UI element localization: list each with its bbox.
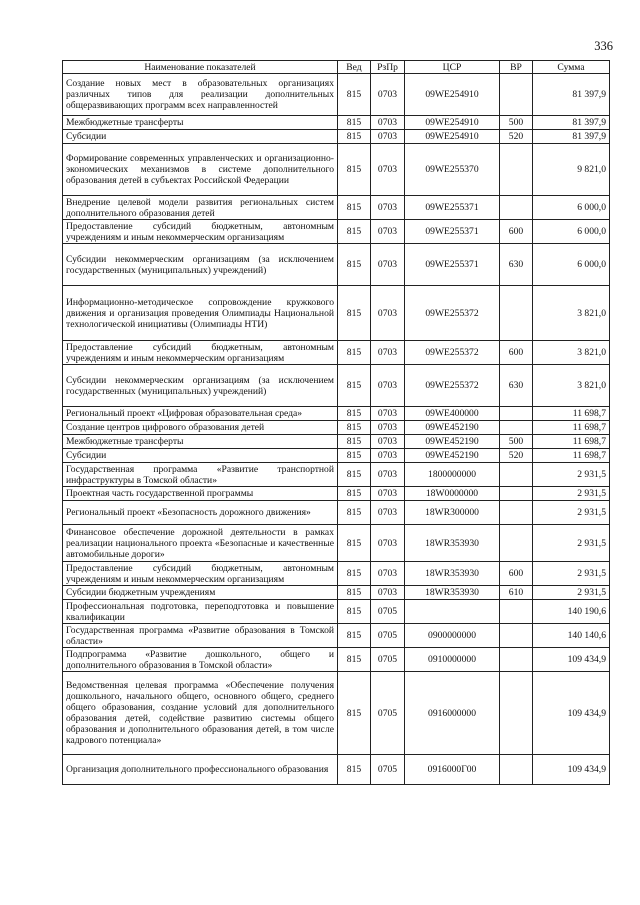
cell-ved: 815 bbox=[338, 196, 371, 220]
table-row bbox=[63, 130, 610, 144]
table-row bbox=[63, 435, 610, 449]
cell-ved: 815 bbox=[338, 586, 371, 600]
cell-ved: 815 bbox=[338, 435, 371, 449]
cell-name: Предоставление субсидий бюджетным, автономным учреждениям и иным некоммерческим организациям bbox=[63, 220, 338, 244]
cell-vr: 600 bbox=[500, 341, 533, 365]
cell-vr: 610 bbox=[500, 586, 533, 600]
table-row bbox=[63, 116, 610, 130]
table-row bbox=[63, 196, 610, 220]
cell-name: Предоставление субсидий бюджетным, автономным учреждениям и иным некоммерческим организациям bbox=[63, 562, 338, 586]
cell-csr: 09WE400000 bbox=[405, 407, 500, 421]
cell-rzpr: 0703 bbox=[371, 116, 405, 130]
cell-csr: 09WE255371 bbox=[405, 244, 500, 286]
cell-ved: 815 bbox=[338, 365, 371, 407]
cell-sum: 81 397,9 bbox=[533, 74, 610, 116]
cell-ved: 815 bbox=[338, 648, 371, 672]
cell-sum: 109 434,9 bbox=[533, 672, 610, 755]
cell-csr: 09WE452190 bbox=[405, 421, 500, 435]
cell-sum: 140 140,6 bbox=[533, 624, 610, 648]
cell-ved: 815 bbox=[338, 74, 371, 116]
cell-ved: 815 bbox=[338, 672, 371, 755]
cell-rzpr: 0703 bbox=[371, 130, 405, 144]
cell-rzpr: 0703 bbox=[371, 562, 405, 586]
cell-sum: 9 821,0 bbox=[533, 144, 610, 196]
cell-rzpr: 0703 bbox=[371, 525, 405, 562]
cell-rzpr: 0703 bbox=[371, 586, 405, 600]
cell-vr: 600 bbox=[500, 562, 533, 586]
cell-csr: 09WE254910 bbox=[405, 74, 500, 116]
cell-csr: 0910000000 bbox=[405, 648, 500, 672]
cell-sum: 81 397,9 bbox=[533, 130, 610, 144]
table-row bbox=[63, 600, 610, 624]
table-row bbox=[63, 286, 610, 341]
table-row bbox=[63, 525, 610, 562]
cell-rzpr: 0703 bbox=[371, 365, 405, 407]
cell-vr: 630 bbox=[500, 244, 533, 286]
table-row bbox=[63, 421, 610, 435]
cell-vr bbox=[500, 525, 533, 562]
cell-vr bbox=[500, 624, 533, 648]
cell-vr bbox=[500, 487, 533, 501]
cell-sum: 2 931,5 bbox=[533, 487, 610, 501]
cell-name: Межбюджетные трансферты bbox=[63, 435, 338, 449]
cell-csr: 09WE452190 bbox=[405, 435, 500, 449]
cell-sum: 3 821,0 bbox=[533, 365, 610, 407]
cell-rzpr: 0705 bbox=[371, 648, 405, 672]
cell-name: Финансовое обеспечение дорожной деятельности в рамках реализации национального проекта «Безопасные и качественные автомобильные дороги» bbox=[63, 525, 338, 562]
cell-ved: 815 bbox=[338, 487, 371, 501]
table-row bbox=[63, 624, 610, 648]
cell-name: Государственная программа «Развитие образования в Томской области» bbox=[63, 624, 338, 648]
cell-rzpr: 0705 bbox=[371, 672, 405, 755]
header-sum: Сумма bbox=[533, 61, 610, 74]
cell-rzpr: 0703 bbox=[371, 501, 405, 525]
cell-rzpr: 0703 bbox=[371, 244, 405, 286]
cell-csr: 09WE254910 bbox=[405, 130, 500, 144]
cell-name: Субсидии некоммерческим организациям (за исключением государственных (муниципальных) учреждений) bbox=[63, 365, 338, 407]
cell-vr: 500 bbox=[500, 435, 533, 449]
cell-sum: 2 931,5 bbox=[533, 586, 610, 600]
table-row bbox=[63, 144, 610, 196]
cell-sum: 11 698,7 bbox=[533, 421, 610, 435]
cell-name: Создание новых мест в образовательных организациях различных типов для реализации дополнительных общеразвивающих программ всех направленностей bbox=[63, 74, 338, 116]
cell-rzpr: 0703 bbox=[371, 421, 405, 435]
cell-sum: 3 821,0 bbox=[533, 286, 610, 341]
cell-vr bbox=[500, 196, 533, 220]
cell-sum: 11 698,7 bbox=[533, 449, 610, 463]
cell-csr: 0916000000 bbox=[405, 672, 500, 755]
cell-name: Субсидии bbox=[63, 130, 338, 144]
cell-sum: 6 000,0 bbox=[533, 220, 610, 244]
cell-ved: 815 bbox=[338, 116, 371, 130]
cell-csr: 09WE452190 bbox=[405, 449, 500, 463]
cell-name: Информационно-методическое сопровождение кружкового движения и организация проведения Олимпиады Национальной технологической инициативы (Олимпиады НТИ) bbox=[63, 286, 338, 341]
cell-vr bbox=[500, 407, 533, 421]
cell-vr: 500 bbox=[500, 116, 533, 130]
cell-ved: 815 bbox=[338, 449, 371, 463]
cell-name: Формирование современных управленческих и организационно-экономических механизмов в системе дополнительного образования детей в субъектах Российской Федерации bbox=[63, 144, 338, 196]
cell-vr bbox=[500, 501, 533, 525]
cell-sum: 3 821,0 bbox=[533, 341, 610, 365]
cell-rzpr: 0703 bbox=[371, 341, 405, 365]
cell-csr: 09WE255372 bbox=[405, 365, 500, 407]
cell-vr: 600 bbox=[500, 220, 533, 244]
cell-ved: 815 bbox=[338, 341, 371, 365]
table-row bbox=[63, 501, 610, 525]
cell-name: Государственная программа «Развитие транспортной инфраструктуры в Томской области» bbox=[63, 463, 338, 487]
page-number: 336 bbox=[594, 39, 613, 53]
cell-ved: 815 bbox=[338, 463, 371, 487]
table-row bbox=[63, 672, 610, 755]
table-row bbox=[63, 341, 610, 365]
table-row bbox=[63, 487, 610, 501]
cell-sum: 6 000,0 bbox=[533, 244, 610, 286]
cell-csr: 18WR353930 bbox=[405, 586, 500, 600]
cell-rzpr: 0703 bbox=[371, 463, 405, 487]
cell-rzpr: 0703 bbox=[371, 449, 405, 463]
cell-csr: 18WR353930 bbox=[405, 562, 500, 586]
cell-sum: 109 434,9 bbox=[533, 755, 610, 785]
cell-name: Предоставление субсидий бюджетным, автономным учреждениям и иным некоммерческим организациям bbox=[63, 341, 338, 365]
cell-ved: 815 bbox=[338, 600, 371, 624]
cell-rzpr: 0703 bbox=[371, 487, 405, 501]
cell-ved: 815 bbox=[338, 244, 371, 286]
cell-rzpr: 0705 bbox=[371, 600, 405, 624]
cell-name: Субсидии некоммерческим организациям (за исключением государственных (муниципальных) учреждений) bbox=[63, 244, 338, 286]
cell-csr: 0916000Г00 bbox=[405, 755, 500, 785]
cell-sum: 81 397,9 bbox=[533, 116, 610, 130]
cell-vr bbox=[500, 600, 533, 624]
cell-sum: 140 190,6 bbox=[533, 600, 610, 624]
cell-vr: 630 bbox=[500, 365, 533, 407]
cell-vr bbox=[500, 144, 533, 196]
cell-rzpr: 0703 bbox=[371, 220, 405, 244]
table-row bbox=[63, 463, 610, 487]
cell-ved: 815 bbox=[338, 286, 371, 341]
cell-ved: 815 bbox=[338, 407, 371, 421]
cell-csr: 09WE255371 bbox=[405, 196, 500, 220]
cell-sum: 2 931,5 bbox=[533, 525, 610, 562]
cell-name: Субсидии бюджетным учреждениям bbox=[63, 586, 338, 600]
cell-csr: 09WE255372 bbox=[405, 341, 500, 365]
cell-sum: 2 931,5 bbox=[533, 463, 610, 487]
cell-sum: 11 698,7 bbox=[533, 435, 610, 449]
cell-rzpr: 0703 bbox=[371, 144, 405, 196]
cell-csr: 18WR353930 bbox=[405, 525, 500, 562]
cell-ved: 815 bbox=[338, 755, 371, 785]
table-row bbox=[63, 365, 610, 407]
cell-vr bbox=[500, 463, 533, 487]
cell-sum: 109 434,9 bbox=[533, 648, 610, 672]
cell-name: Проектная часть государственной программы bbox=[63, 487, 338, 501]
header-rzpr: РзПр bbox=[371, 61, 405, 74]
cell-csr: 1800000000 bbox=[405, 463, 500, 487]
cell-csr: 09WE255372 bbox=[405, 286, 500, 341]
cell-ved: 815 bbox=[338, 130, 371, 144]
table-row bbox=[63, 407, 610, 421]
cell-ved: 815 bbox=[338, 525, 371, 562]
header-ved: Вед bbox=[338, 61, 371, 74]
cell-rzpr: 0703 bbox=[371, 435, 405, 449]
header-vr: ВР bbox=[500, 61, 533, 74]
budget-table bbox=[62, 60, 610, 785]
table-row bbox=[63, 755, 610, 785]
cell-name: Организация дополнительного профессионального образования bbox=[63, 755, 338, 785]
cell-ved: 815 bbox=[338, 624, 371, 648]
table-row bbox=[63, 648, 610, 672]
cell-vr bbox=[500, 74, 533, 116]
cell-name: Ведомственная целевая программа «Обеспечение получения дошкольного, начального общего, основного общего, среднего общего образования, создание условий для дополнительного образования детей, содействие развитию системы общего образования и дополнительного образования детей, в том числе кадрового потенциала» bbox=[63, 672, 338, 755]
cell-rzpr: 0703 bbox=[371, 196, 405, 220]
cell-vr bbox=[500, 755, 533, 785]
cell-vr: 520 bbox=[500, 449, 533, 463]
cell-csr bbox=[405, 600, 500, 624]
header-name: Наименование показателей bbox=[63, 61, 338, 74]
table-row bbox=[63, 74, 610, 116]
cell-sum: 6 000,0 bbox=[533, 196, 610, 220]
cell-ved: 815 bbox=[338, 562, 371, 586]
cell-ved: 815 bbox=[338, 220, 371, 244]
cell-name: Профессиональная подготовка, переподготовка и повышение квалификации bbox=[63, 600, 338, 624]
cell-rzpr: 0703 bbox=[371, 407, 405, 421]
cell-ved: 815 bbox=[338, 501, 371, 525]
cell-csr: 18W0000000 bbox=[405, 487, 500, 501]
cell-vr bbox=[500, 648, 533, 672]
table-row bbox=[63, 244, 610, 286]
cell-rzpr: 0703 bbox=[371, 286, 405, 341]
table-row bbox=[63, 562, 610, 586]
cell-csr: 0900000000 bbox=[405, 624, 500, 648]
cell-ved: 815 bbox=[338, 421, 371, 435]
cell-csr: 09WE255370 bbox=[405, 144, 500, 196]
cell-ved: 815 bbox=[338, 144, 371, 196]
table-row bbox=[63, 449, 610, 463]
cell-name: Региональный проект «Цифровая образовательная среда» bbox=[63, 407, 338, 421]
cell-csr: 18WR300000 bbox=[405, 501, 500, 525]
cell-csr: 09WE255371 bbox=[405, 220, 500, 244]
cell-name: Внедрение целевой модели развития региональных систем дополнительного образования детей bbox=[63, 196, 338, 220]
cell-rzpr: 0705 bbox=[371, 624, 405, 648]
cell-sum: 11 698,7 bbox=[533, 407, 610, 421]
cell-vr bbox=[500, 672, 533, 755]
cell-name: Межбюджетные трансферты bbox=[63, 116, 338, 130]
cell-sum: 2 931,5 bbox=[533, 562, 610, 586]
cell-name: Субсидии bbox=[63, 449, 338, 463]
header-csr: ЦСР bbox=[405, 61, 500, 74]
table-row bbox=[63, 220, 610, 244]
cell-csr: 09WE254910 bbox=[405, 116, 500, 130]
cell-sum: 2 931,5 bbox=[533, 501, 610, 525]
cell-vr bbox=[500, 421, 533, 435]
cell-name: Создание центров цифрового образования детей bbox=[63, 421, 338, 435]
cell-rzpr: 0705 bbox=[371, 755, 405, 785]
cell-name: Региональный проект «Безопасность дорожного движения» bbox=[63, 501, 338, 525]
table-row bbox=[63, 586, 610, 600]
cell-name: Подпрограмма «Развитие дошкольного, общего и дополнительного образования в Томской области» bbox=[63, 648, 338, 672]
cell-vr bbox=[500, 286, 533, 341]
table-header-row bbox=[63, 61, 610, 74]
cell-rzpr: 0703 bbox=[371, 74, 405, 116]
cell-vr: 520 bbox=[500, 130, 533, 144]
